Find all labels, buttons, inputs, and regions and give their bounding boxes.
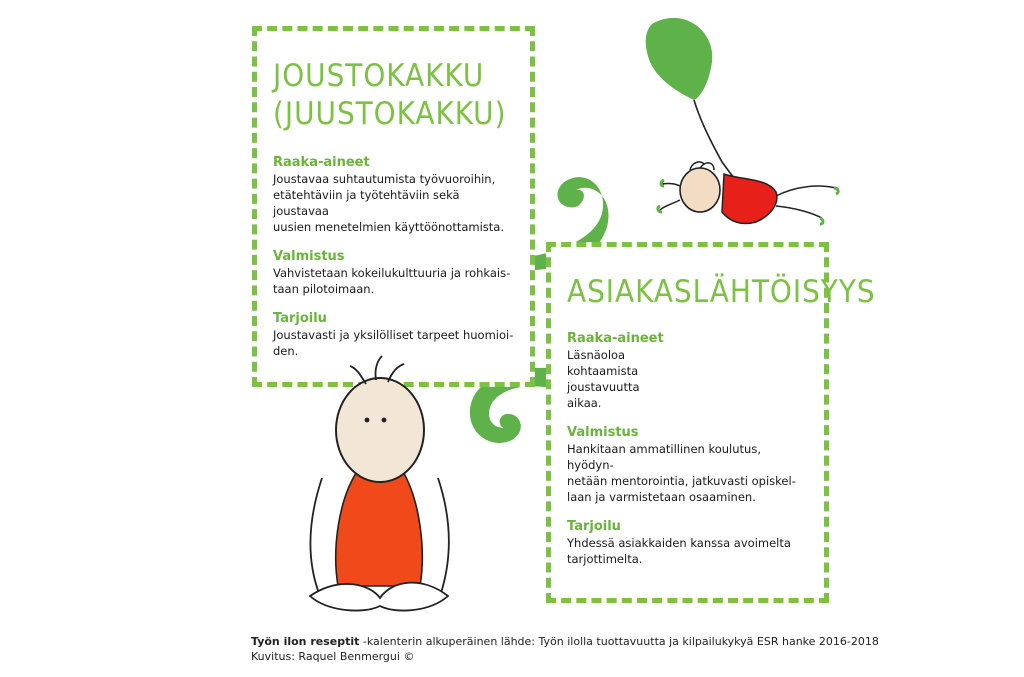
- section-body-preparation: Vahvistetaan kokeilukulttuuria ja rohkais- taan pilotoimaan.: [273, 266, 511, 296]
- section-body-ingredients: Läsnäoloa kohtaamista joustavuutta aikaa.: [567, 348, 640, 410]
- caption: [251, 634, 879, 664]
- section-heading-preparation: Valmistus: [273, 249, 345, 264]
- caption-rest: -kalenterin alkuperäinen lähde: Työn ilolla tuottavuutta ja kilpailukykyä ESR hanke 2016-2018: [359, 635, 879, 648]
- floating-figure-icon: [646, 18, 838, 224]
- section-body-serving: Yhdessä asiakkaiden kanssa avoimelta tarjottimelta.: [567, 536, 791, 566]
- credit-line: Kuvitus: Raquel Benmergui ©: [251, 650, 415, 663]
- section-body-preparation: Hankitaan ammatillinen koulutus, hyödyn- netään mentorointia, jatkuvasti opiskel- laan ja varmistetaan osaaminen.: [567, 442, 796, 504]
- card-title: ASIAKASLÄHTÖISYYS: [567, 274, 876, 310]
- source-line: [251, 634, 879, 649]
- section-heading-serving: Tarjoilu: [567, 519, 621, 534]
- section-heading-ingredients: Raaka-aineet: [273, 155, 370, 170]
- section-heading-serving: Tarjoilu: [273, 311, 327, 326]
- sitting-figure-icon: [310, 356, 449, 611]
- section-body-ingredients: Joustavaa suhtautumista työvuoroihin, etätehtäviin ja työtehtäviin sekä joustavaa uusien menetelmien käyttöönottamista.: [273, 172, 505, 234]
- caption-bold: Työn ilon reseptit: [251, 635, 360, 648]
- card-title: JOUSTOKAKKU (JUUSTOKAKKU): [273, 58, 507, 132]
- section-heading-ingredients: Raaka-aineet: [567, 331, 664, 346]
- section-heading-preparation: Valmistus: [567, 425, 639, 440]
- balloon-icon: [646, 18, 713, 100]
- section-body-serving: Joustavasti ja yksilölliset tarpeet huomioi- den.: [273, 328, 514, 358]
